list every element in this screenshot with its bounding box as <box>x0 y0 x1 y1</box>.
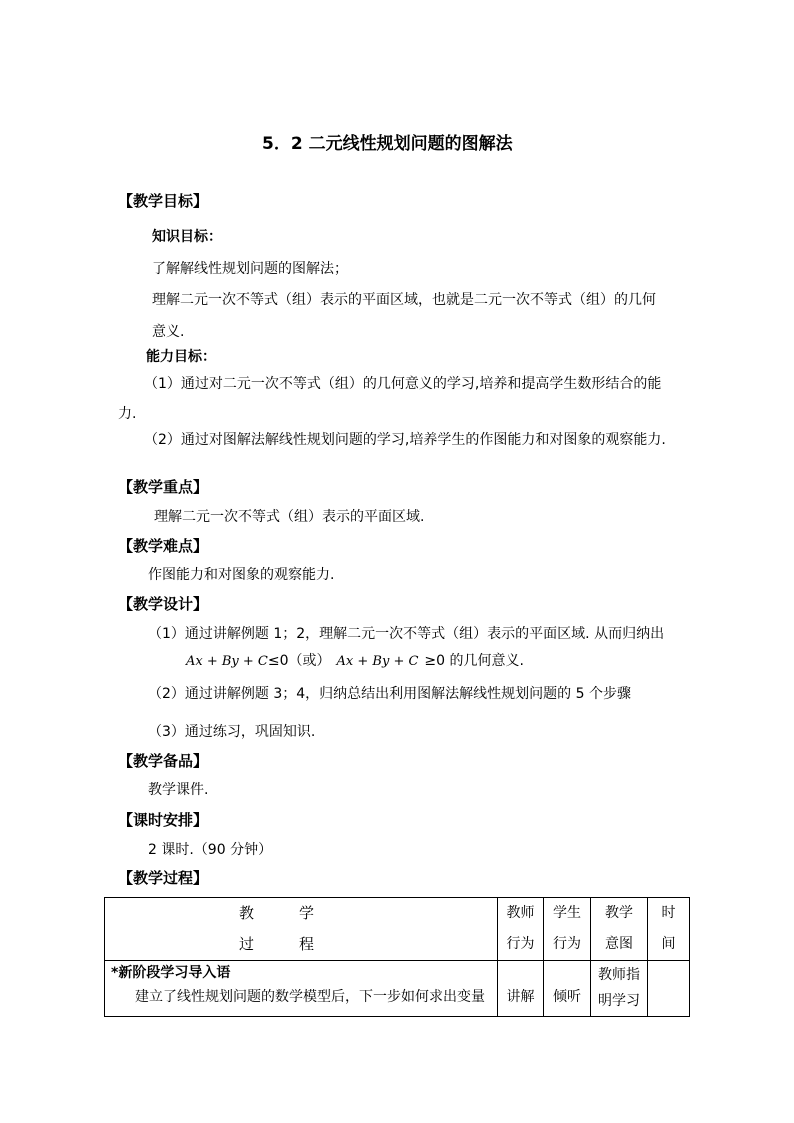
header-char: 程 <box>299 935 315 953</box>
formula-text: ≤0（或） <box>267 653 331 669</box>
cell-text: 明学习 <box>598 993 640 1009</box>
header-text: 教学 <box>605 905 633 921</box>
section-heading-materials: 【教学备品】 <box>118 752 209 770</box>
teacher-behavior-cell <box>498 961 544 1017</box>
header-char: 过 <box>239 935 255 953</box>
knowledge-objective-line: 意义. <box>152 324 185 340</box>
knowledge-objective-line: 理解二元一次不等式（组）表示的平面区域，也就是二元一次不等式（组）的几何 <box>152 292 656 308</box>
page-title: 5．2 二元线性规划问题的图解法 <box>262 134 513 154</box>
header-text: 行为 <box>506 936 535 952</box>
key-points-text: 理解二元一次不等式（组）表示的平面区域. <box>154 509 425 525</box>
design-item: （3）通过练习，巩固知识. <box>148 724 316 740</box>
ability-objectives-title: 能力目标： <box>146 349 216 365</box>
section-heading-process: 【教学过程】 <box>118 869 209 887</box>
cell-text: 讲解 <box>506 989 535 1005</box>
formula: Ax + By + C <box>186 654 268 669</box>
design-item: （2）通过讲解例题 3；4，归纳总结出利用图解法解线性规划问题的 5 个步骤 <box>148 686 631 702</box>
header-process <box>105 898 498 961</box>
header-teacher-behavior <box>498 898 544 961</box>
section-heading-design: 【教学设计】 <box>118 595 209 613</box>
header-text: 意图 <box>605 936 633 952</box>
ability-objective-line: （1）通过对二元一次不等式（组）的几何意义的学习,培养和提高学生数形结合的能 <box>144 376 662 392</box>
teaching-intent-cell <box>591 961 648 1017</box>
cell-text: 教师指 <box>598 967 640 983</box>
formula-text: ≥0 的几何意义. <box>424 653 524 669</box>
process-content-cell <box>105 961 498 1017</box>
header-char: 教 <box>239 904 255 922</box>
process-table <box>104 897 690 1017</box>
header-text: 教师 <box>506 905 535 921</box>
formula: Ax + By + C <box>336 654 419 669</box>
difficulties-text: 作图能力和对图象的观察能力. <box>148 567 335 583</box>
time-cell <box>648 961 690 1017</box>
materials-text: 教学课件. <box>148 782 209 798</box>
design-item: （1）通过讲解例题 1；2，理解二元一次不等式（组）表示的平面区域. 从而归纳出 <box>148 626 665 642</box>
header-time <box>648 898 690 961</box>
table-row <box>105 961 690 1017</box>
schedule-text: 2 课时.（90 分钟） <box>148 842 273 858</box>
design-formula-line <box>186 653 524 670</box>
header-char: 学 <box>299 904 315 922</box>
header-text: 时 <box>661 905 676 921</box>
row-content: 建立了线性规划问题的数学模型后，下一步如何求出变量 <box>135 989 485 1005</box>
knowledge-objective-line: 了解解线性规划问题的图解法； <box>152 261 348 277</box>
section-heading-schedule: 【课时安排】 <box>118 811 209 829</box>
header-text: 行为 <box>553 936 581 952</box>
header-text: 学生 <box>553 905 581 921</box>
ability-objective-line: （2）通过对图解法解线性规划问题的学习,培养学生的作图能力和对图象的观察能力. <box>144 432 666 448</box>
section-heading-difficulties: 【教学难点】 <box>118 537 209 555</box>
header-text: 间 <box>661 936 676 952</box>
table-header-row <box>105 898 690 961</box>
student-behavior-cell <box>544 961 591 1017</box>
section-heading-key-points: 【教学重点】 <box>118 478 209 496</box>
header-student-behavior <box>544 898 591 961</box>
cell-text: 倾听 <box>553 989 581 1005</box>
ability-objective-line: 力. <box>118 406 137 422</box>
row-title: *新阶段学习导入语 <box>111 965 231 981</box>
section-heading-objectives: 【教学目标】 <box>118 192 209 210</box>
knowledge-objectives-title: 知识目标： <box>152 229 222 245</box>
header-teaching-intent <box>591 898 648 961</box>
